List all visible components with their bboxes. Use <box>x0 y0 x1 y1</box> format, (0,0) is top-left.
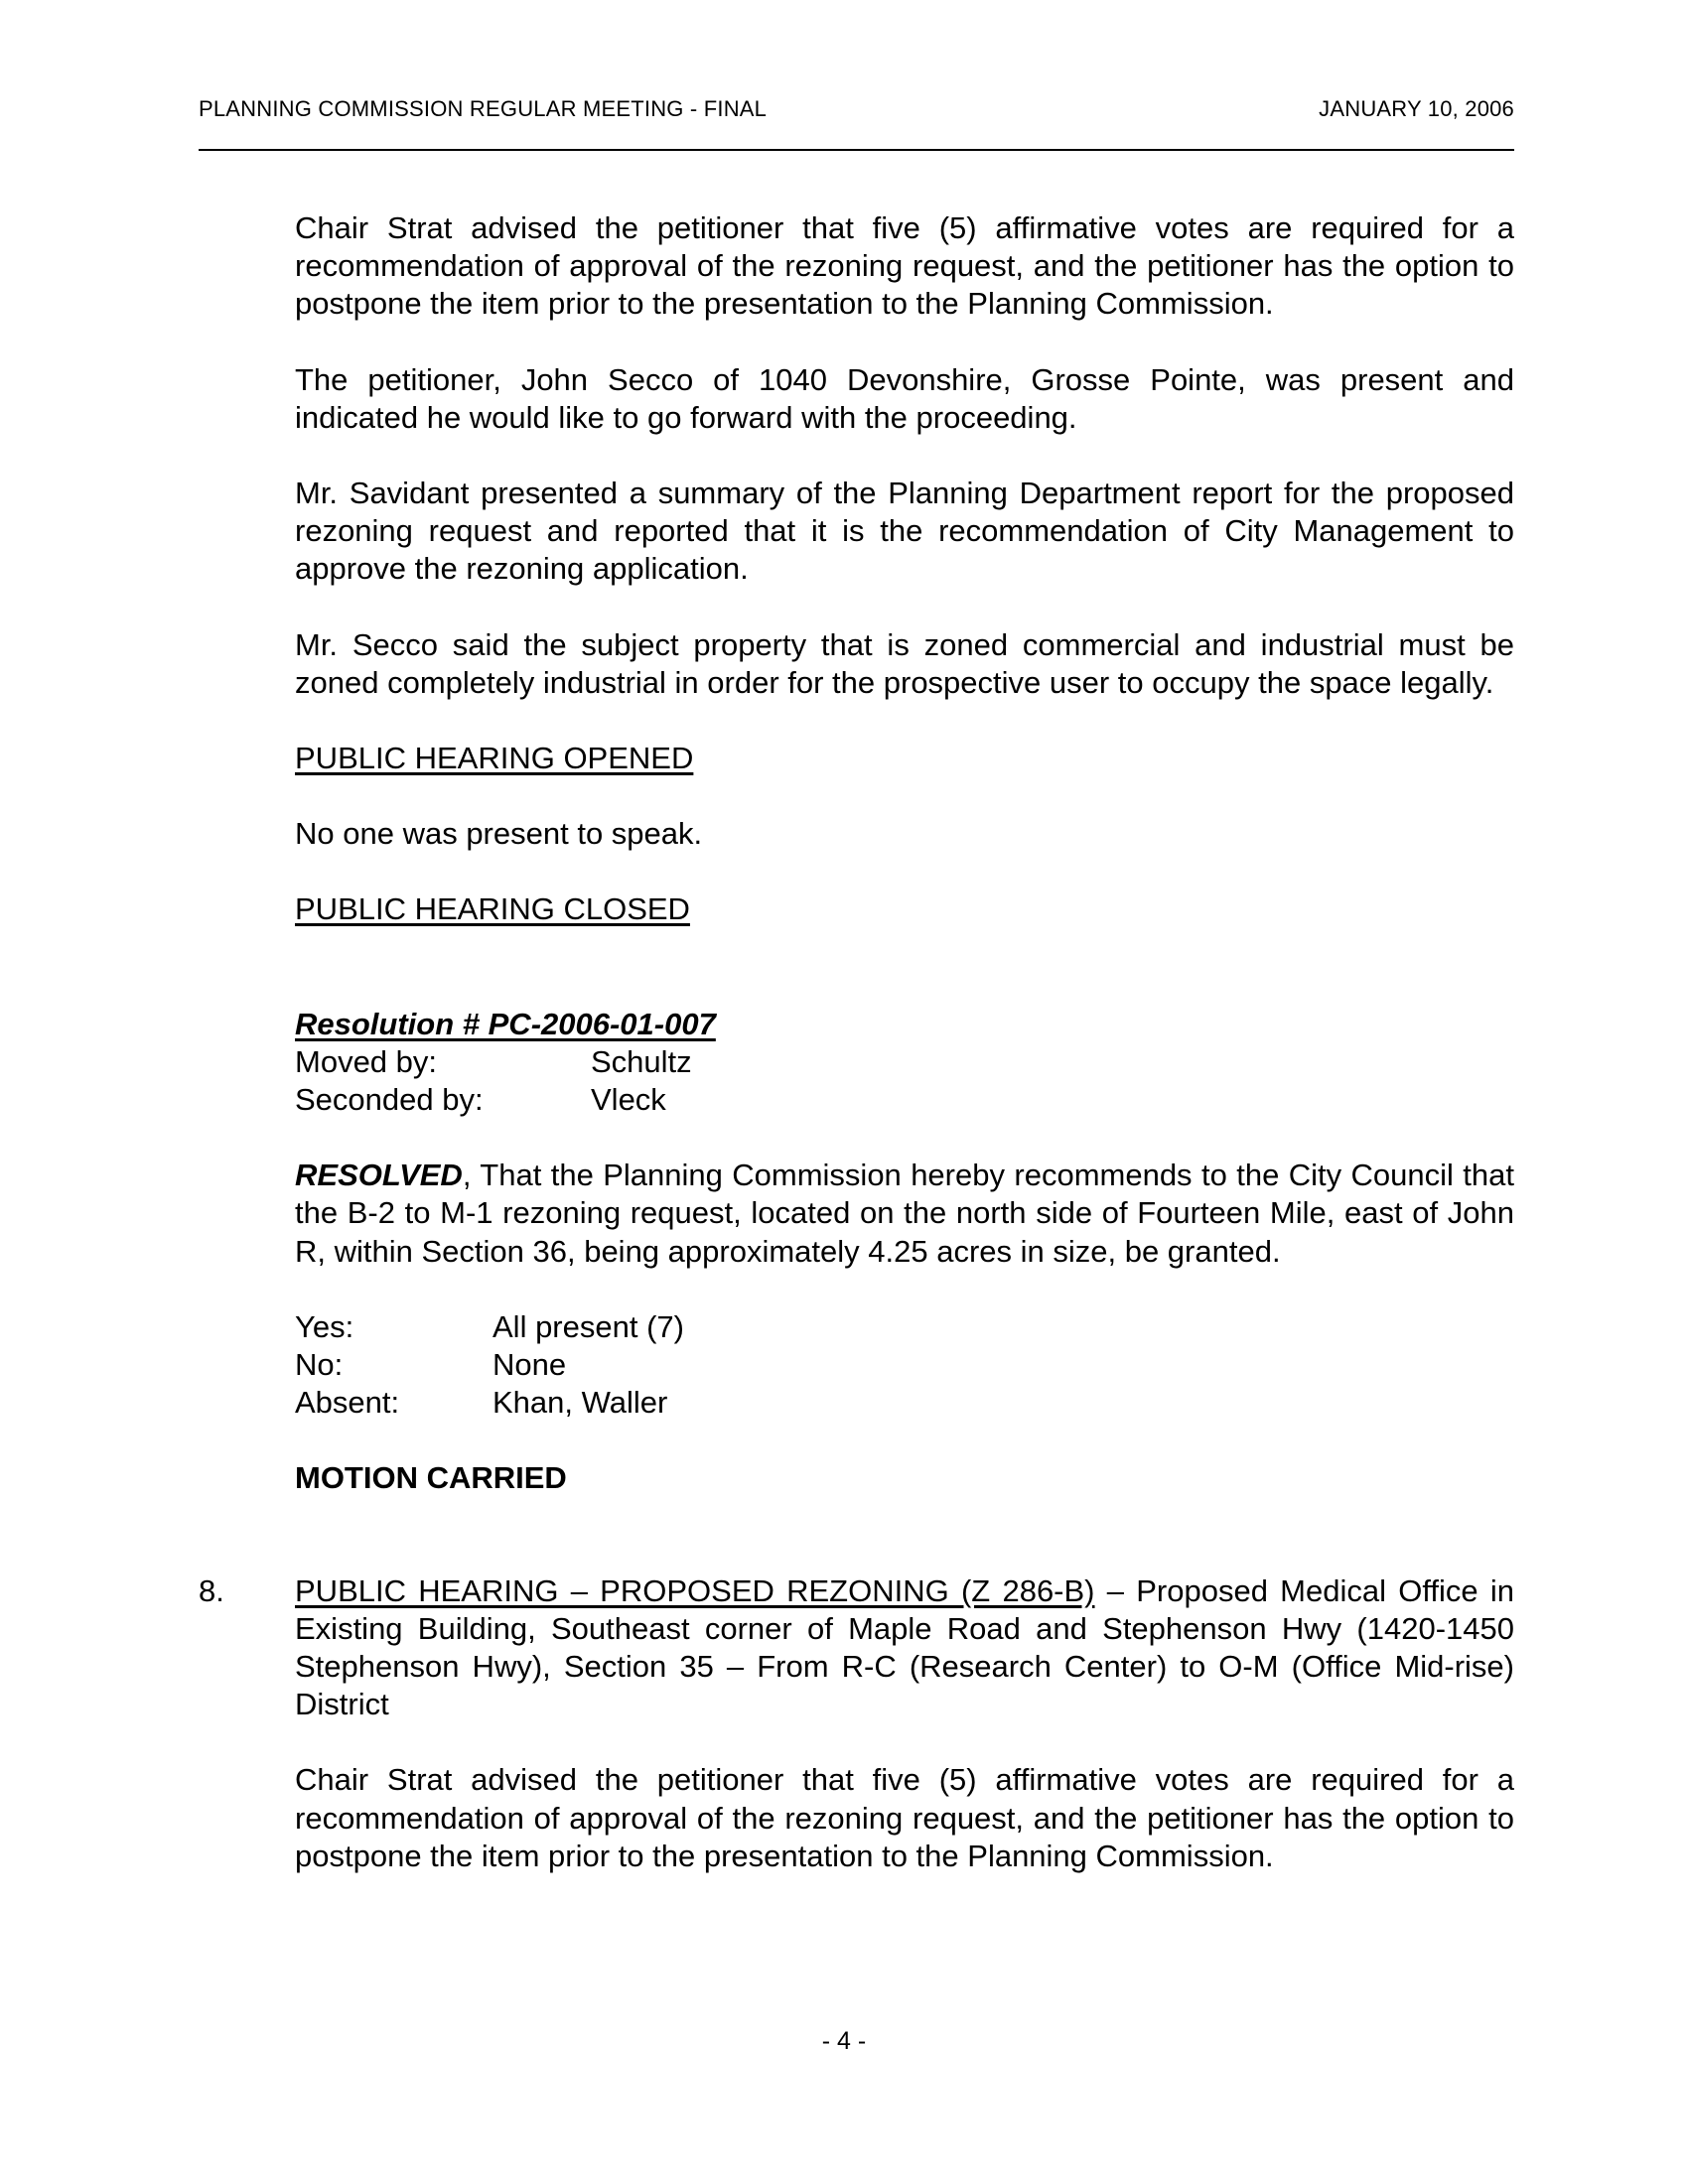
seconded-by-value: Vleck <box>591 1082 666 1118</box>
public-hearing-closed <box>295 890 1514 928</box>
paragraph-chair-advice-item8: Chair Strat advised the petitioner that five (5) affirmative votes are required for a recommendation of approval of the rezoning request, and the petitioner has the option to postpone the item prior to the presentation to the Planning Commission. <box>295 1762 1514 1873</box>
seconded-by-row <box>295 1081 1514 1119</box>
header-date: JANUARY 10, 2006 <box>1319 96 1514 121</box>
moved-by-row <box>295 1043 1514 1081</box>
page-header <box>199 96 1514 122</box>
spacer <box>295 1119 1514 1157</box>
agenda-item-8 <box>199 1572 1514 1875</box>
vote-table <box>295 1308 1514 1423</box>
paragraph-petitioner: The petitioner, John Secco of 1040 Devonshire, Grosse Pointe, was present and indicated he would like to go forward with the proceeding. <box>295 361 1514 435</box>
vote-label: No: <box>295 1347 344 1383</box>
vote-row-absent <box>295 1384 1514 1422</box>
vote-row-yes <box>295 1308 1514 1346</box>
no-speakers: No one was present to speak. <box>295 816 703 852</box>
agenda-item-title: PUBLIC HEARING – PROPOSED REZONING (Z 286-B) <box>295 1572 1095 1608</box>
resolved-paragraph <box>295 1157 1514 1271</box>
vote-label: Absent: <box>295 1385 400 1421</box>
paragraph-secco-statement: Mr. Secco said the subject property that is zoned commercial and industrial must be zoned completely industrial in order for the prospective user to occupy the space legally. <box>295 626 1514 700</box>
header-divider <box>199 149 1514 151</box>
paragraph-chair-advice: Chair Strat advised the petitioner that five (5) affirmative votes are required for a recommendation of approval of the rezoning request, and the petitioner has the option to postpone the item prior to the presentation to the Planning Commission. <box>295 210 1514 322</box>
agenda-item-description: – Proposed Medical Office in Existing Building, Southeast corner of Maple Road and Stephenson Hwy (1420-1450 Stephenson Hwy), Section 35 – From R-C (Research Center) to O-M (Office Mid-rise) District <box>295 1572 1514 1722</box>
moved-by-label: Moved by: <box>295 1043 438 1079</box>
resolved-text: , That the Planning Commission hereby recommends to the City Council that the B-2 to M-1 rezoning request, located on the north side of Fourteen Mile, east of John R, within Section 36, being approximately 4.25 acres in size, be granted. <box>295 1158 1514 1269</box>
document-body <box>199 209 1514 1913</box>
paragraph-savidant-summary: Mr. Savidant presented a summary of the Planning Department report for the proposed rezoning request and reported that it is the recommendation of City Management to approve the rezoning application. <box>295 476 1514 587</box>
spacer <box>295 929 1514 1006</box>
agenda-item-number: 8. <box>199 1572 224 1608</box>
resolution-block <box>295 1006 1514 1498</box>
motion-outcome: MOTION CARRIED <box>295 1460 567 1496</box>
vote-label: Yes: <box>295 1308 354 1344</box>
seconded-by-label: Seconded by: <box>295 1082 484 1118</box>
moved-by-value: Schultz <box>591 1043 692 1079</box>
resolution-title: Resolution # PC-2006-01-007 <box>295 1006 716 1041</box>
agenda-item-heading <box>295 1572 1514 1724</box>
vote-row-no <box>295 1346 1514 1384</box>
page-number: - 4 - <box>821 2027 867 2055</box>
vote-value: All present (7) <box>492 1308 684 1344</box>
spacer <box>295 1498 1514 1572</box>
public-hearing-opened <box>295 740 1514 777</box>
resolved-lead: RESOLVED <box>295 1158 463 1193</box>
vote-value: None <box>492 1347 567 1383</box>
vote-value: Khan, Waller <box>492 1385 668 1421</box>
public-hearing-opened-text: PUBLIC HEARING OPENED <box>295 741 694 776</box>
header-title: PLANNING COMMISSION REGULAR MEETING - FINAL <box>199 96 768 121</box>
public-hearing-closed-text: PUBLIC HEARING CLOSED <box>295 891 690 927</box>
